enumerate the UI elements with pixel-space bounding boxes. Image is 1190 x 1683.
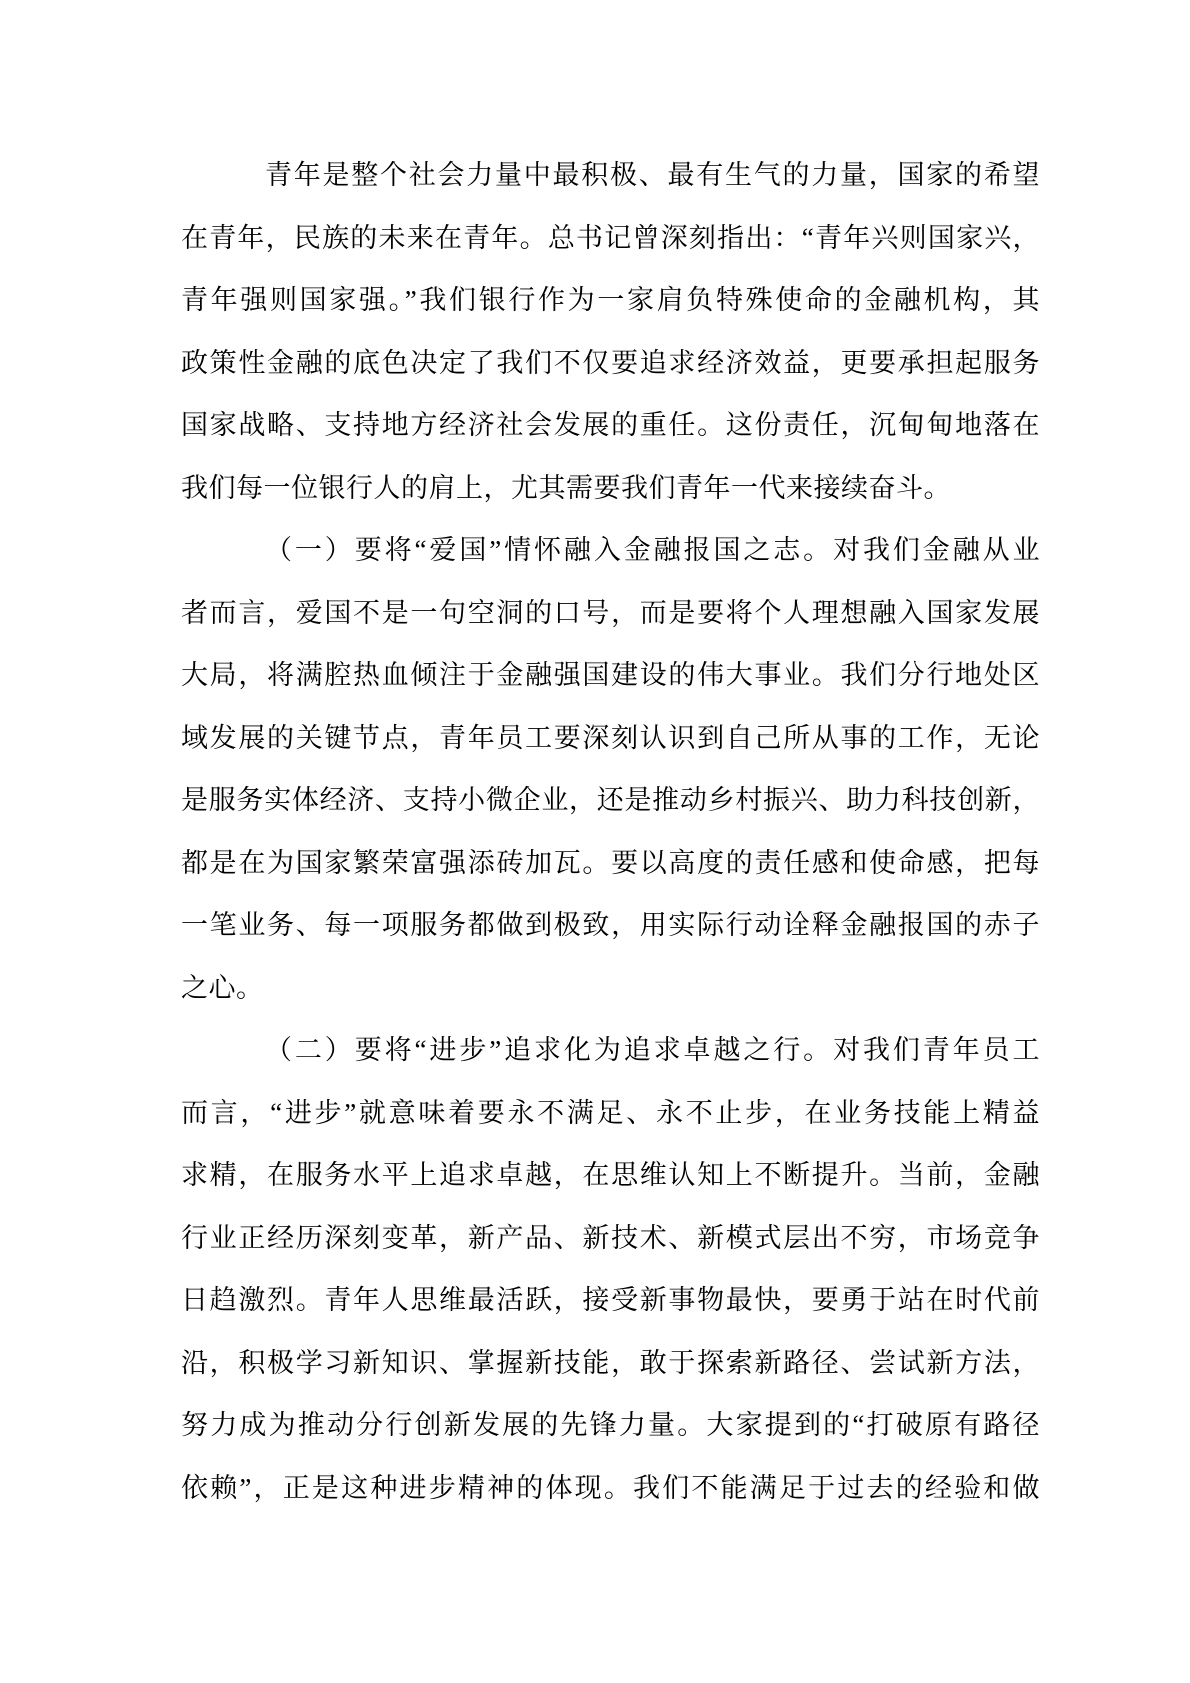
text-line: 域发展的关键节点，青年员工要深刻认识到自己所从事的工作，无论 (181, 722, 1040, 753)
text-line: 我们每一位银行人的肩上，尤其需要我们青年一代来接续奋斗。 (181, 472, 951, 503)
text-line: 青年是整个社会力量中最积极、最有生气的力量，国家的希望 (265, 160, 1040, 190)
paragraph-3 (181, 1019, 1040, 1519)
text-line: 一笔业务、每一项服务都做到极致，用实际行动诠释金融报国的赤子 (181, 910, 1040, 940)
text-line: 政策性金融的底色决定了我们不仅要追求经济效益，更要承担起服务 (181, 347, 1040, 378)
text-line: 青年强则国家强。”我们银行作为一家肩负特殊使命的金融机构，其 (181, 285, 1040, 315)
paragraph-2 (181, 519, 1040, 1019)
text-line: 日趋激烈。青年人思维最活跃，接受新事物最快，要勇于站在时代前 (181, 1285, 1040, 1315)
text-line: 行业正经历深刻变革，新产品、新技术、新模式层出不穷，市场竞争 (181, 1222, 1040, 1253)
text-line: 在青年，民族的未来在青年。总书记曾深刻指出：“青年兴则国家兴， (181, 222, 1040, 253)
text-line: 国家战略、支持地方经济社会发展的重任。这份责任，沉甸甸地落在 (181, 410, 1040, 440)
text-line: 者而言，爱国不是一句空洞的口号，而是要将个人理想融入国家发展 (181, 597, 1040, 628)
text-line: 都是在为国家繁荣富强添砖加瓦。要以高度的责任感和使命感，把每 (181, 847, 1040, 878)
text-line: 而言，“进步”就意味着要永不满足、永不止步，在业务技能上精益 (181, 1097, 1040, 1128)
text-line: 依赖”，正是这种进步精神的体现。我们不能满足于过去的经验和做 (181, 1472, 1040, 1503)
text-line: 努力成为推动分行创新发展的先锋力量。大家提到的“打破原有路径 (181, 1410, 1040, 1440)
text-line: （二）要将“进步”追求化为追求卓越之行。对我们青年员工 (265, 1035, 1040, 1065)
text-line: 是服务实体经济、支持小微企业，还是推动乡村振兴、助力科技创新， (181, 785, 1040, 815)
text-line: 求精，在服务水平上追求卓越，在思维认知上不断提升。当前，金融 (181, 1160, 1040, 1190)
text-line: 大局，将满腔热血倾注于金融强国建设的伟大事业。我们分行地处区 (181, 660, 1040, 690)
paragraph-1 (181, 144, 1040, 519)
text-line: 之心。 (181, 972, 264, 1003)
text-line: 沿，积极学习新知识、掌握新技能，敢于探索新路径、尝试新方法， (181, 1347, 1040, 1378)
document-body (181, 144, 1040, 1519)
text-line: （一）要将“爱国”情怀融入金融报国之志。对我们金融从业 (265, 535, 1040, 565)
